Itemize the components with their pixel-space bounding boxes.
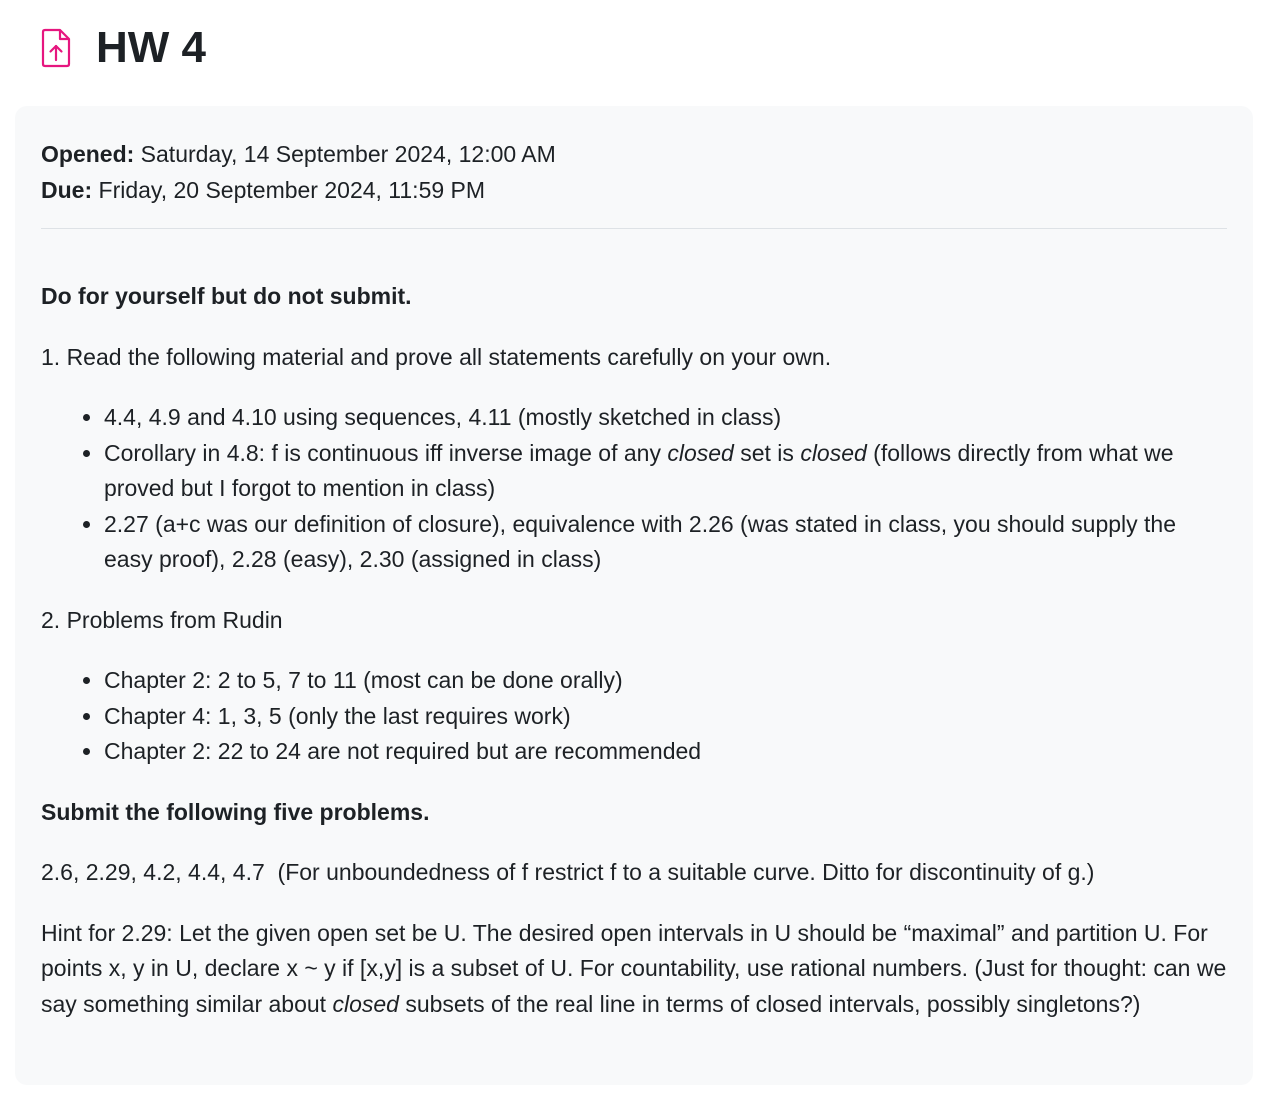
instruction-problems-rudin: 2. Problems from Rudin [41,606,283,633]
opened-label: Opened: [41,141,135,167]
hint-paragraph: Hint for 2.29: Let the given open set be U. The desired open intervals in U should be “maximal” and partition U. For points x, y in U, declare x ~ y if [x,y] is a subset of U. For countability, use rational numbers. (Just for thought: can we say something similar about closed subsets of the real line in terms of closed intervals, possibly singletons?) [41,919,1227,1017]
assignment-upload-icon [38,26,74,70]
assignment-description [41,229,1227,1022]
list-item: • Corollary in 4.8: f is continuous iff inverse image of any closed set is closed (follows directly from what we proved but I forgot to mention in class) [104,436,1227,507]
list-item: • Chapter 2: 2 to 5, 7 to 11 (most can be done orally) [104,663,1227,699]
list-item: • 2.27 (a+c was our definition of closure), equivalence with 2.26 (was stated in class, you should supply the easy proof), 2.28 (easy), 2.30 (assigned in class) [104,507,1227,578]
heading-submit: Submit the following five problems. [41,798,430,825]
list-item: • Chapter 4: 1, 3, 5 (only the last requires work) [104,699,1227,735]
due-date [41,172,1227,208]
problems-list [41,663,1227,770]
list-item: • 4.4, 4.9 and 4.10 using sequences, 4.11 (mostly sketched in class) [104,400,1227,436]
submit-problems: 2.6, 2.29, 4.2, 4.4, 4.7 (For unboundedness of f restrict f to a suitable curve. Ditto for discontinuity of g.) [41,859,1095,885]
list-item: • Chapter 2: 22 to 24 are not required but are recommended [104,734,1227,770]
reading-list [41,400,1227,578]
due-value: Friday, 20 September 2024, 11:59 PM [98,177,486,203]
opened-value: Saturday, 14 September 2024, 12:00 AM [140,141,556,167]
heading-do-not-submit: Do for yourself but do not submit. [41,283,412,309]
due-label: Due: [41,177,93,203]
activity-information-card [15,106,1253,1085]
page-title: HW 4 [96,23,206,72]
opened-date [41,136,1227,172]
page-header [38,22,206,74]
instruction-read-material: 1. Read the following material and prove all statements carefully on your own. [41,343,832,370]
activity-dates [41,136,1227,208]
